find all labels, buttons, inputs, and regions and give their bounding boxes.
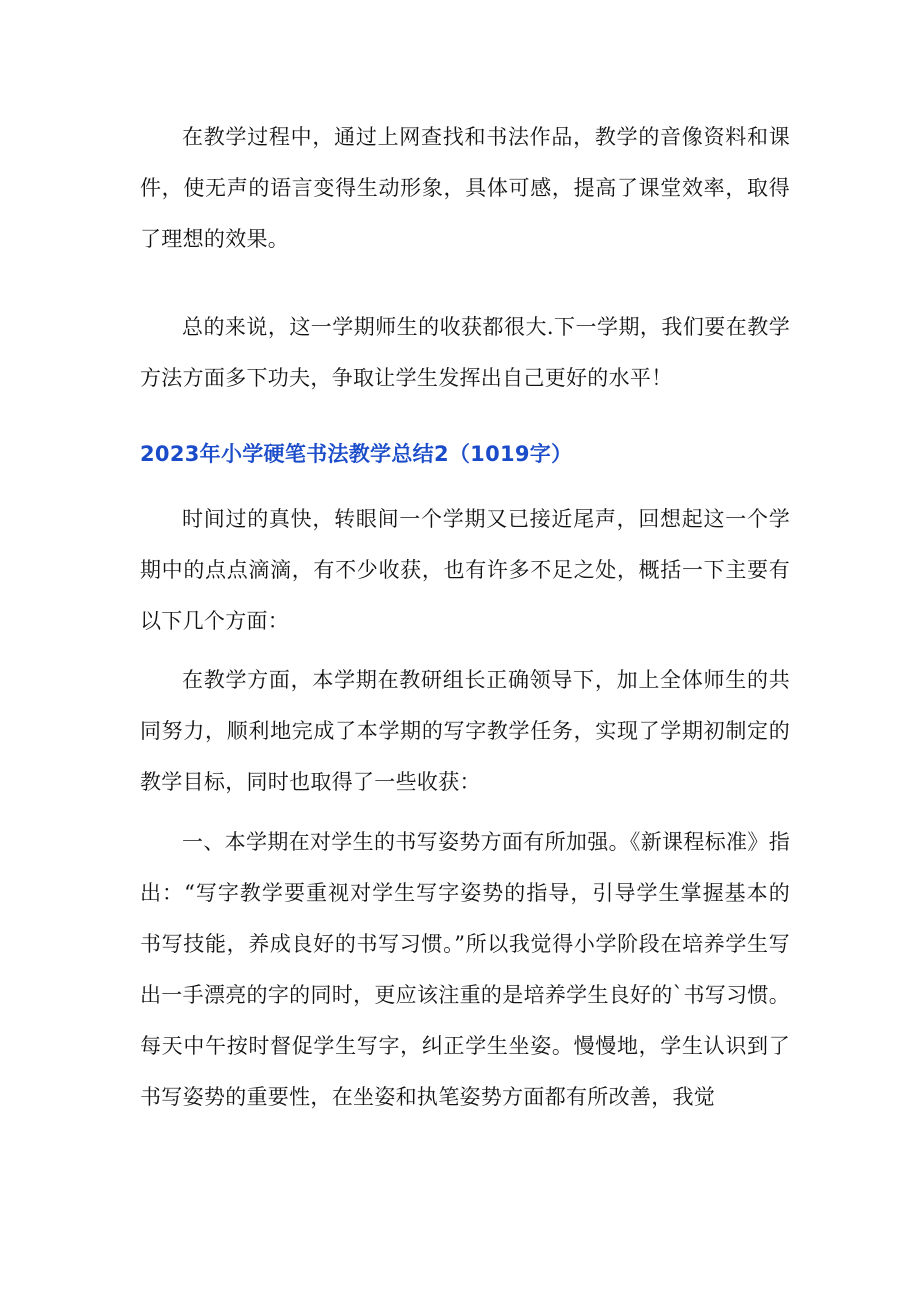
paragraph: 在教学过程中，通过上网查找和书法作品，教学的音像资料和课件，使无声的语言变得生动形象，具体可感，提高了课堂效率，取得了理想的效果。 (140, 125, 790, 251)
paragraph: 一、本学期在对学生的书写姿势方面有所加强。《新课程标准》指出：“写字教学要重视对学生写字姿势的指导，引导学生掌握基本的书写技能，养成良好的书写习惯。”所以我觉得小学阶段在培养学生写出一手漂亮的字的同时，更应该注重的是培养学生良好的`书写习惯。每天中午按时督促学生写字，纠正学生坐姿。慢慢地，学生认识到了书写姿势的重要性，在坐姿和执笔姿势方面都有所改善，我觉 (140, 830, 790, 1109)
section-title: 2023年小学硬笔书法教学总结2（1019字） (140, 442, 573, 466)
paragraph: 在教学方面，本学期在教研组长正确领导下，加上全体师生的共同努力，顺利地完成了本学期的写字教学任务，实现了学期初制定的教学目标，同时也取得了一些收获： (140, 668, 790, 794)
paragraph: 时间过的真快，转眼间一个学期又已接近尾声，回想起这一个学期中的点点滴滴，有不少收获，也有许多不足之处，概括一下主要有以下几个方面： (140, 507, 790, 633)
paragraph: 总的来说，这一学期师生的收获都很大.下一学期，我们要在教学方法方面多下功夫，争取让学生发挥出自己更好的水平！ (140, 315, 790, 390)
